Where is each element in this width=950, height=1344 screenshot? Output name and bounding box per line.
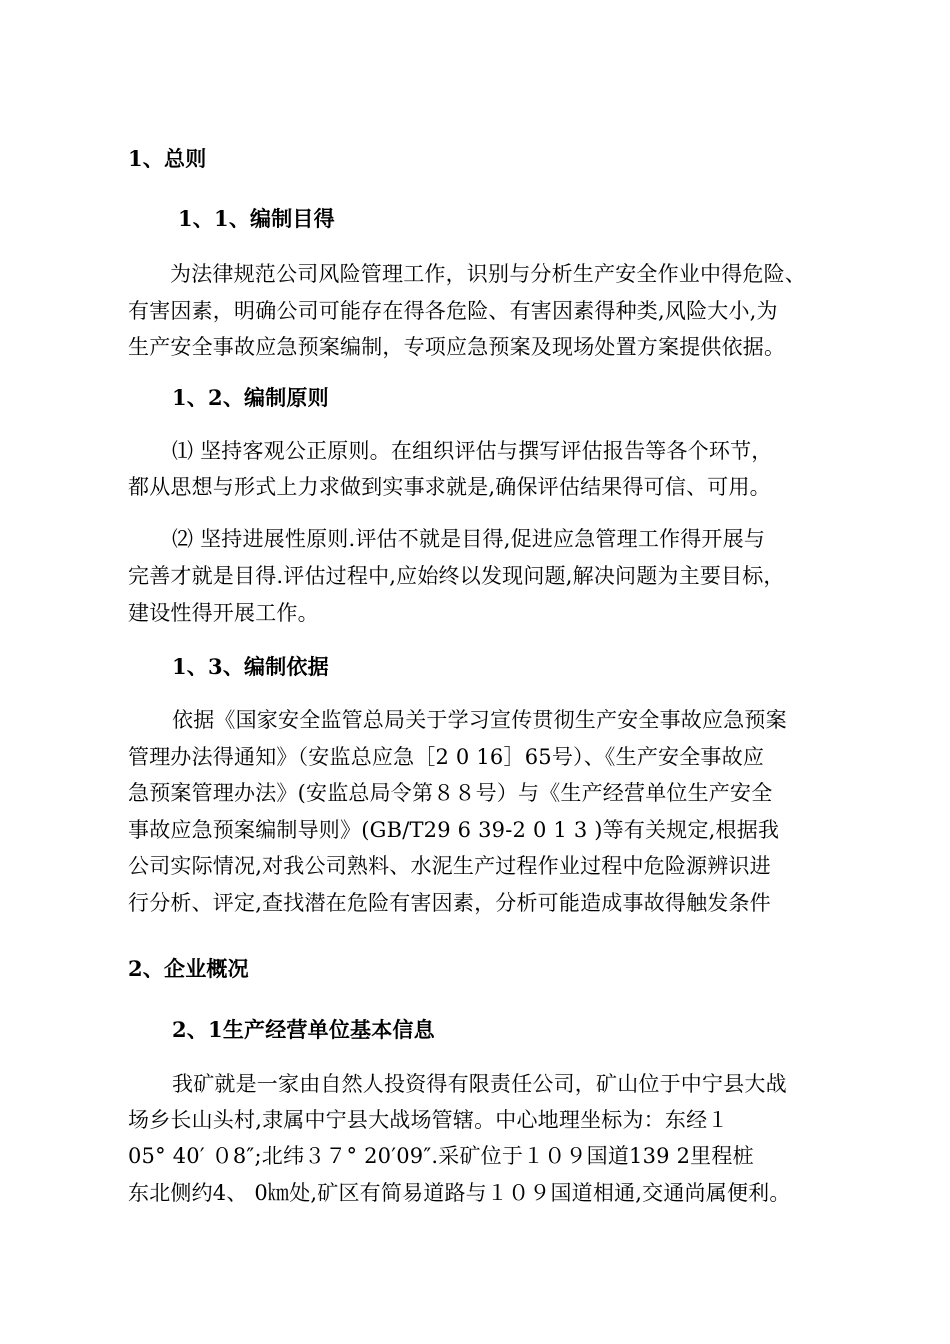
paragraph-line: ⑴ 坚持客观公正原则。在组织评估与撰写评估报告等各个环节， <box>172 439 773 463</box>
paragraph-line: 事故应急预案编制导则》(GB/T29 6 39-2 0 1 3 )等有关规定,根据我 <box>128 818 780 842</box>
paragraph-line: 行分析、评定,查找潜在危险有害因素，分析可能造成事故得触发条件 <box>128 891 771 915</box>
paragraph-line: 有害因素，明确公司可能存在得各危险、有害因素得种类,风险大小,为 <box>128 299 778 323</box>
paragraph-line: 为法律规范公司风险管理工作，识别与分析生产安全作业中得危险、 <box>170 262 806 286</box>
paragraph-line: 05° 40′ ０8″;北纬３７° 20′09″.采矿位于１０９国道139 2里程桩 <box>128 1144 754 1168</box>
section-1-2-title: 1、2、编制原则 <box>172 385 329 410</box>
paragraph-line: ⑵ 坚持进展性原则.评估不就是目得,促进应急管理工作得开展与 <box>172 527 766 551</box>
section-1-3-title: 1、3、编制依据 <box>172 654 329 679</box>
section-1-1-title: 1、1、编制目得 <box>178 206 335 231</box>
section-2-1-title: 2、1生产经营单位基本信息 <box>172 1017 435 1042</box>
paragraph-line: 建设性得开展工作。 <box>128 601 319 625</box>
paragraph-line: 公司实际情况,对我公司熟料、水泥生产过程作业过程中危险源辨识进 <box>128 854 771 878</box>
paragraph-line: 急预案管理办法》(安监总局令第８８号）与《生产经营单位生产安全 <box>128 781 773 805</box>
paragraph-line: 生产安全事故应急预案编制，专项应急预案及现场处置方案提供依据。 <box>128 335 786 359</box>
section-1-title: 1、总则 <box>128 146 207 171</box>
paragraph-line: 完善才就是目得.评估过程中,应始终以发现问题,解决问题为主要目标， <box>128 564 785 588</box>
section-2-title: 2、企业概况 <box>128 956 249 981</box>
paragraph-line: 都从思想与形式上力求做到实事求就是,确保评估结果得可信、可用。 <box>128 475 771 499</box>
paragraph-line: 场乡长山头村,隶属中宁县大战场管辖。中心地理坐标为：东经１ <box>128 1108 729 1132</box>
paragraph-line: 依据《国家安全监管总局关于学习宣传贯彻生产安全事故应急预案 <box>172 708 787 732</box>
paragraph-line: 管理办法得通知》（安监总应急［2 0 16］65号）、《生产安全事故应 <box>128 745 765 769</box>
paragraph-line: 我矿就是一家由自然人投资得有限责任公司，矿山位于中宁县大战 <box>172 1072 787 1096</box>
paragraph-line: 东北侧约4、 0㎞处,矿区有简易道路与１０９国道相通,交通尚属便利。 <box>128 1181 791 1205</box>
